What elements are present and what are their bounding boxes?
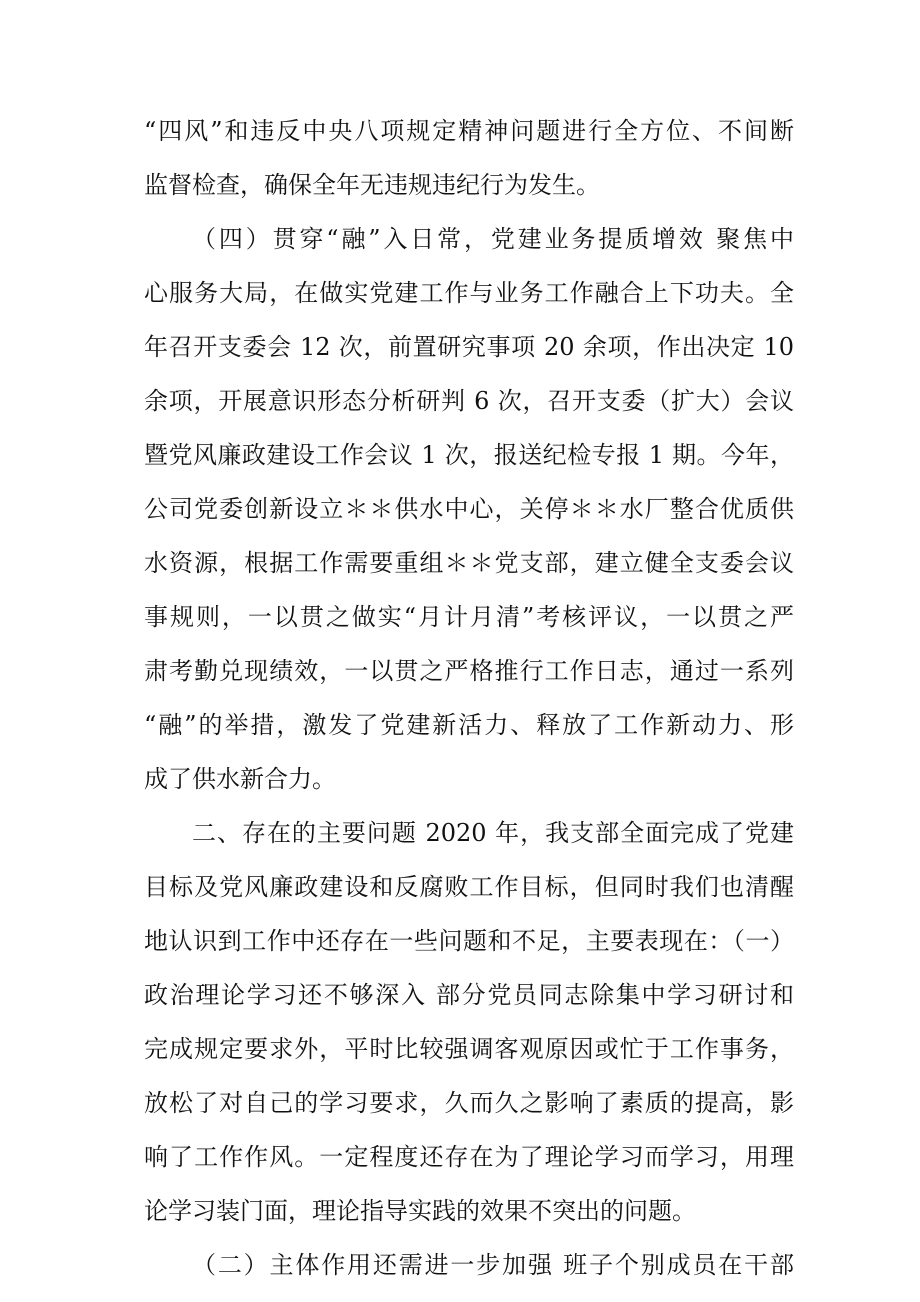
text-line: 监督检查，确保全年无违规违纪行为发生。	[144, 171, 600, 199]
text-line: 政治理论学习还不够深入 部分党员同志除集中学习研讨和	[144, 981, 794, 1009]
document-body	[144, 104, 794, 1292]
text-line: 完成规定要求外，平时比较强调客观原因或忙于工作事务，	[144, 1035, 794, 1063]
text-line: “融”的举措，激发了党建新活力、释放了工作新动力、形	[144, 711, 794, 739]
text-line: 目标及党风廉政建设和反腐败工作目标，但同时我们也清醒	[144, 873, 794, 901]
text-line: 年召开支委会 12 次，前置研究事项 20 余项，作出决定 10	[144, 333, 794, 361]
text-line: 成了供水新合力。	[144, 765, 336, 793]
text-line: 响了工作作风。一定程度还存在为了理论学习而学习，用理	[144, 1143, 794, 1171]
text-line: 余项，开展意识形态分析研判 6 次，召开支委（扩大）会议	[144, 387, 794, 415]
text-line: 心服务大局，在做实党建工作与业务工作融合上下功夫。全	[144, 279, 794, 307]
text-line: 地认识到工作中还存在一些问题和不足，主要表现在：（一）	[144, 927, 794, 955]
text-line: 暨党风廉政建设工作会议 1 次，报送纪检专报 1 期。今年，	[144, 441, 794, 469]
text-line: 放松了对自己的学习要求，久而久之影响了素质的提高，影	[144, 1089, 794, 1117]
text-line: 肃考勤兑现绩效，一以贯之严格推行工作日志，通过一系列	[144, 657, 794, 685]
text-line: 公司党委创新设立＊＊供水中心，关停＊＊水厂整合优质供	[144, 495, 794, 523]
text-line: 论学习装门面，理论指导实践的效果不突出的问题。	[144, 1197, 696, 1225]
text-line: 事规则，一以贯之做实“月计月清”考核评议，一以贯之严	[144, 603, 794, 631]
text-line: “四风”和违反中央八项规定精神问题进行全方位、不间断	[144, 117, 794, 145]
paragraph-heading-line: （二）主体作用还需进一步加强 班子个别成员在干部	[192, 1251, 794, 1279]
paragraph-heading-line: （四）贯穿“融”入日常，党建业务提质增效 聚焦中	[192, 225, 794, 253]
text-line: 水资源，根据工作需要重组＊＊党支部，建立健全支委会议	[144, 549, 794, 577]
section-heading-line: 二、存在的主要问题 2020 年，我支部全面完成了党建	[192, 819, 794, 847]
